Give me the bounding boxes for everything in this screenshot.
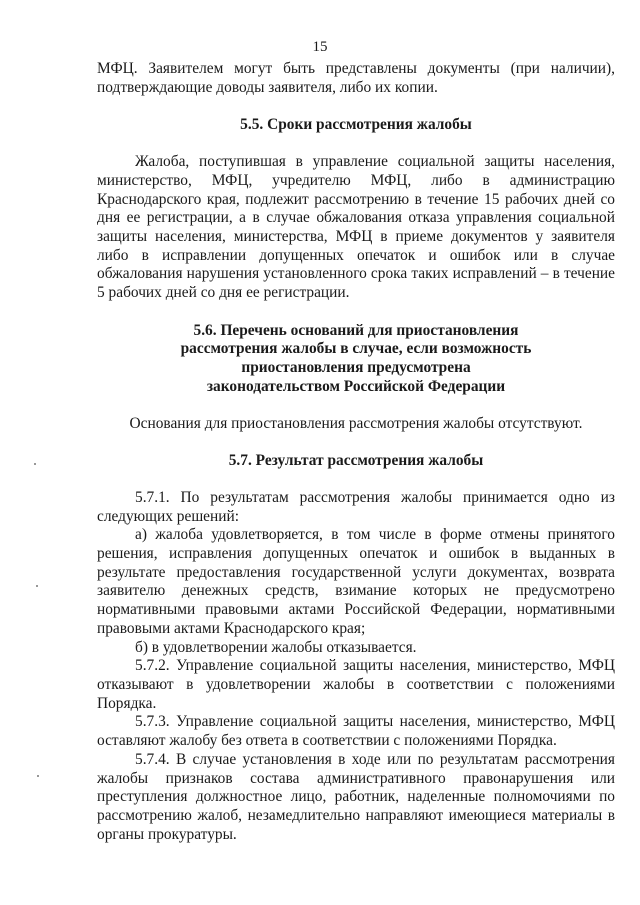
scan-speck [36, 585, 38, 587]
section-5-6-heading-line: законодательством Российской Федерации [206, 377, 506, 395]
section-5-6-heading-line: рассмотрения жалобы в случае, если возможность [180, 340, 532, 358]
page-number: 15 [312, 39, 328, 55]
section-5-7-heading: 5.7. Результат рассмотрения жалобы [228, 452, 484, 470]
scan-speck [37, 775, 39, 777]
scan-speck [34, 463, 36, 465]
clause-5-7-3: 5.7.3. Управление социальной защиты населения, министерство, МФЦ оставляют жалобу без ответа в соответствии с положениями Порядка. [97, 713, 615, 750]
section-5-6-heading [97, 322, 615, 397]
clause-5-7-4: 5.7.4. В случае установления в ходе или по результатам рассмотрения жалобы признаков состава административного правонарушения или преступления должностное лицо, работник, наделенные полномочиями по рассмотрению жалоб, незамедлительно направляют имеющиеся материалы в органы прокуратуры. [97, 750, 615, 843]
section-5-6-heading-line: 5.6. Перечень оснований для приостановления [193, 321, 519, 339]
section-5-5-paragraph: Жалоба, поступившая в управление социальной защиты населения, министерство, МФЦ, учредителю МФЦ, либо в администрацию Краснодарского края, подлежит рассмотрению в течение 15 рабочих дней со дня ее регистрации, а в случае обжалования отказа управления социальной защиты населения, министерства, МФЦ в приеме документов у заявителя либо в исправлении допущенных опечаток и ошибок или в случае обжалования нарушения установленного срока таких исправлений – в течение 5 рабочих дней со дня ее регистрации. [97, 153, 615, 302]
document-body [97, 60, 615, 844]
clause-5-7-1: 5.7.1. По результатам рассмотрения жалобы принимается одно из следующих решений: [97, 488, 615, 525]
clause-5-7-1-item-b: б) в удовлетворении жалобы отказывается. [135, 638, 417, 656]
intro-paragraph: МФЦ. Заявителем могут быть представлены документы (при наличии), подтверждающие доводы заявителя, либо их копии. [97, 60, 615, 96]
section-5-6-heading-line: приостановления предусмотрена [241, 359, 471, 377]
clause-5-7-1-item-a: а) жалоба удовлетворяется, в том числе в форме отмены принятого решения, исправления допущенных опечаток и ошибок в выданных в результате предоставления государственной услуги документах, возврата заявителю денежных средств, взимание которых не предусмотрено нормативными правовыми актами Российской Федерации, нормативными правовыми актами Краснодарского края; [97, 526, 615, 637]
section-5-5-heading: 5.5. Сроки рассмотрения жалобы [240, 116, 472, 134]
section-5-6-paragraph: Основания для приостановления рассмотрения жалобы отсутствуют. [129, 414, 583, 432]
clause-5-7-2: 5.7.2. Управление социальной защиты населения, министерство, МФЦ отказывают в удовлетворении жалобы в соответствии с положениями Порядка. [97, 657, 615, 712]
